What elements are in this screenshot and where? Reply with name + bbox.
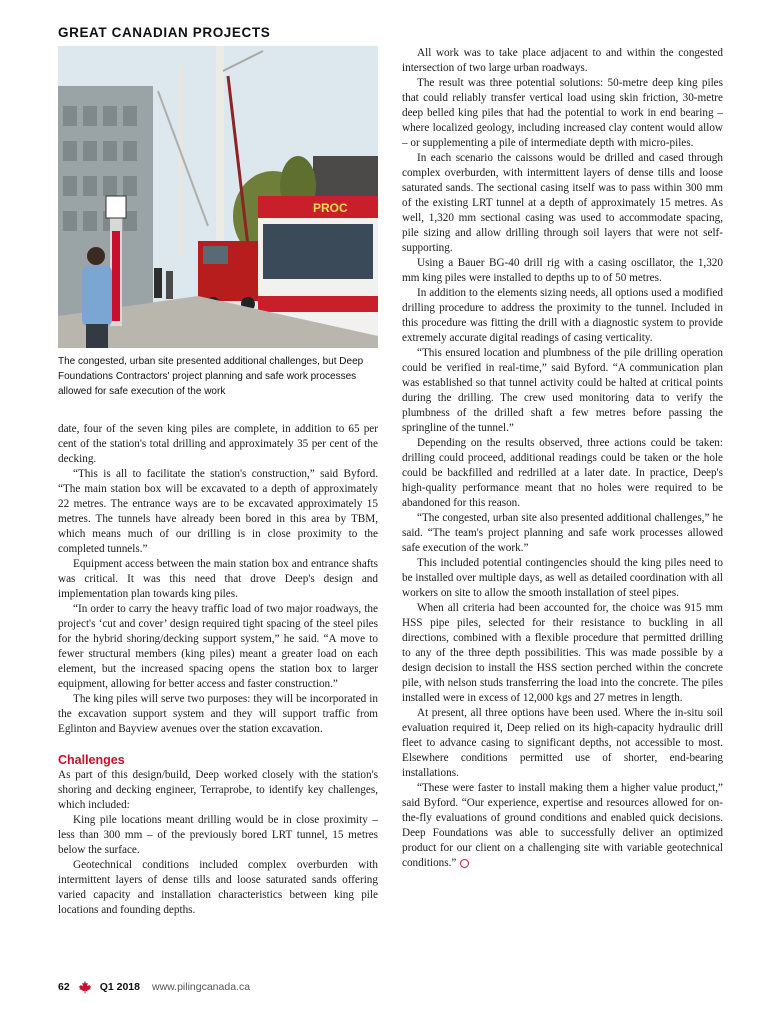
body-paragraph: “The congested, urban site also presented additional challenges,” he said. “The team's project planning and safe work processes allowed safe execution of the work.” (402, 512, 723, 554)
body-paragraph: “This ensured location and plumbness of the pile drilling operation could be verified in real-time,” said Byford. “A communication plan was established so that tunnel activity could be halted at critical points during the drilling. The crew used monitoring data to verify the plumbness of the drilled shaft a few metres before passing the springline of the tunnel.” (402, 347, 723, 434)
body-paragraph: King pile locations meant drilling would be in close proximity – less than 300 mm – of the previously bored LRT tunnel, 15 metres below the surface. (58, 814, 378, 856)
body-paragraph: This included potential contingencies should the king piles need to be installed over multiple days, as well as detailed coordination with all workers on site to allow the smooth installation of steel pipes. (402, 557, 723, 599)
body-paragraph: Depending on the results observed, three actions could be taken: drilling could proceed, additional readings could be taken or the hole could be backfilled and redrilled at a later date. In practice, Deep's high-quality performance meant that no holes were required to be abandoned for this reason. (402, 437, 723, 509)
body-paragraph (402, 781, 723, 871)
body-paragraph: Geotechnical conditions included complex overburden with intermittent layers of dense tills and loose saturated sands offering varied capacity and installation characteristics between king pile locations and founding depths. (58, 859, 378, 916)
body-paragraph: At present, all three options have been used. Where the in-situ soil evaluation required it, Deep relied on its high-capacity hydraulic drill fleet to advance casing to significant depths, not accessible to most. Elsewhere conditions permitted use of shorter, end-bearing installations. (402, 707, 723, 779)
issue-label: Q1 2018 (99, 981, 140, 993)
body-paragraph: In each scenario the caissons would be drilled and cased through complex overburden, with intermittent layers of dense tills and loose saturated sands. The sectional casing itself was to pass within 300 mm of the existing LRT tunnel at a depth of approximately 15 metres. As well, 1,320 mm sectional casing was used to accommodate spacing, pile sizing and allow drilling through soil layers that were not self-supporting. (402, 152, 723, 254)
body-paragraph: Using a Bauer BG-40 drill rig with a casing oscillator, the 1,320 mm king piles were installed to depths up to of 50 metres. (402, 257, 723, 284)
body-paragraph: date, four of the seven king piles are complete, in addition to 65 per cent of the station's total drilling and approximately 35 per cent of the decking. (58, 423, 378, 465)
body-paragraph: As part of this design/build, Deep worked closely with the station's shoring and decking engineer, Terraprobe, to identify key challenges, which included: (58, 769, 378, 811)
left-column (58, 422, 378, 918)
body-paragraph: When all criteria had been accounted for, the choice was 915 mm HSS pipe piles, selected for their resistance to buckling in all directions, combined with a flexible procedure that permitted drilling to any of the three depth possibilities. This was made possible by a design decision to install the HSS section perched within the concrete pile, with nelson studs transferring the load into the concrete. The piles installed were in excess of 12,000 kgs and 27 metres in length. (402, 602, 723, 704)
body-paragraph: All work was to take place adjacent to and within the congested intersection of two large urban roadways. (402, 47, 723, 74)
photo-caption: The congested, urban site presented additional challenges, but Deep Foundations Contractors' project planning and safe work processes allowed for safe execution of the work (58, 356, 364, 397)
end-of-article-icon (460, 859, 469, 868)
body-paragraph: “This is all to facilitate the station's construction,” said Byford. “The main station box will be excavated to a depth of approximately 22 metres. The entrance ways are to be excavated approximately 15 metres. The tunnels have already been bored in this area by TBM, which means much of our drilling is in close proximity to the completed tunnels.” (58, 468, 378, 555)
body-paragraph: In addition to the elements sizing needs, all options used a modified drilling procedure to address the proximity to the tunnel. Included in this procedure was fitting the drill with a diagnostic system to provide extremely accurate digital readings of casing verticality. (402, 287, 723, 344)
section-subheading: Challenges (58, 753, 125, 767)
maple-leaf-icon (78, 980, 92, 994)
body-paragraph: Equipment access between the main station box and entrance shafts was critical. It was this need that drove Deep's design and implementation plan towards king piles. (58, 558, 378, 600)
closing-paragraph-text: “These were faster to install making them a higher value product,” said Byford. “Our experience, expertise and resources allowed for on-the-fly evaluations of ground conditions and enabled quick decisions. Deep Foundations was able to successfully deliver an optimized product for our client on a challenging site with variable geotechnical conditions.” (402, 782, 723, 869)
bus-destination-sign: PROC (313, 201, 348, 215)
website-url[interactable]: www.pilingcanada.ca (151, 981, 251, 993)
body-paragraph: The result was three potential solutions: 50-metre deep king piles that could reliably transfer vertical load using skin friction, 30-metre deep belled king piles that had the potential to work in end bearing – where localized geology, including increased clay content would allow – or supplementing a pile of intermediate depth with micro-piles. (402, 77, 723, 149)
body-paragraph: “In order to carry the heavy traffic load of two major roadways, the project's ‘cut and cover’ design required tight spacing of the steel piles for the hybrid shoring/decking support system,” he said. “A move to fewer structural members (king piles) meant a greater load on each element, but the increased spacing opens the station box to larger equipment, allowing for better access and faster construction.” (58, 603, 378, 690)
body-paragraph: The king piles will serve two purposes: they will be incorporated in the excavation support system and they will support traffic from Eglinton and Bayview avenues over the station excavation. (58, 693, 378, 735)
page-number: 62 (58, 981, 70, 993)
page-footer (58, 980, 250, 994)
construction-site-photo (58, 46, 378, 348)
section-header: GREAT CANADIAN PROJECTS (58, 25, 271, 40)
right-column (402, 46, 723, 871)
